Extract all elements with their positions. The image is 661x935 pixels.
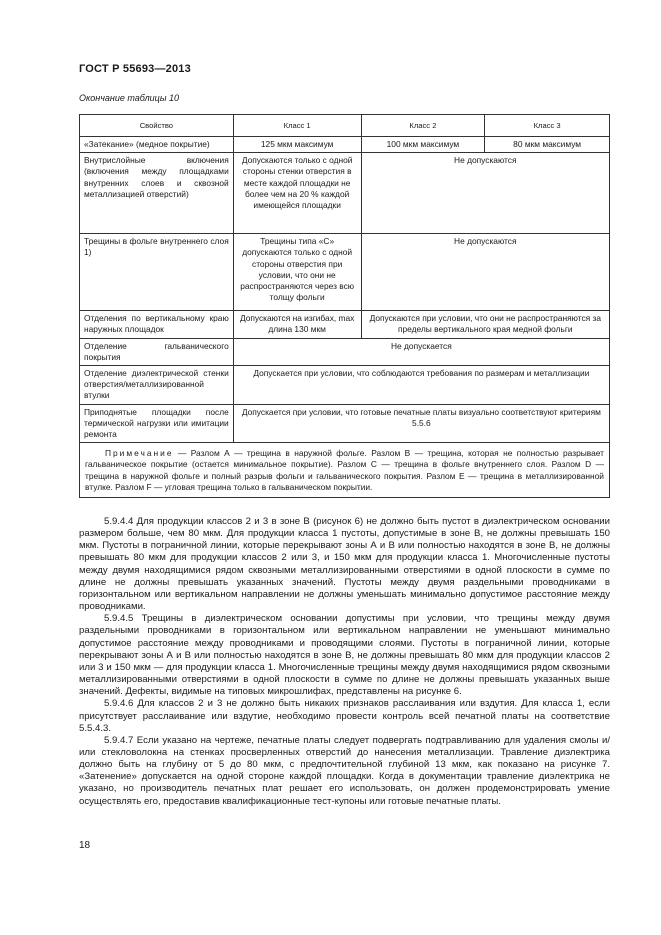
class2-cell: 100 мкм максимум bbox=[361, 137, 485, 153]
class1-cell: Допускаются на изгибах, max длина 130 мкм bbox=[233, 311, 361, 338]
table-row bbox=[80, 311, 610, 338]
paragraph-5-9-4-5: 5.9.4.5 Трещины в диэлектрическом основании допустимы при условии, что трещины между двумя раздельными проводниками в горизонтальном или вертикальном направлении не уменьшают минимально допустимое расстояние между проводниками и проводящими слоями. Пустоты в пограничной линии, которые перекрывают зоны А и В или полностью находятся в зоне В, не должны превышать 80 мкм для продукции классов 2 или 3 и 150 мкм — для продукции класса 1. Многочисленные трещины между двумя находящимися рядом сквозными металлизированными отверстиями в одной плоскости в сумме по длине не должны превышать указанных выше значений. Дефекты, видимые на типовых микрошлифах, представлены на рисунке 6. bbox=[79, 613, 610, 698]
column-header-class2: Класс 2 bbox=[361, 115, 485, 137]
note-text: — Разлом А — трещина в наружной фольге. Разлом В — трещина, которая не полностью разрывает гальваническое покрытие (остается минимальное покрытие). Разлом С — трещина в фольге внутреннего слоя. Разлом D — трещина в наружной фольге и полный разрыв фольги и гальванического покрытия. Разлом Е — трещина в металлизированной втулке. Разлом F — угловая трещина только в гальваническом покрытии. bbox=[85, 448, 604, 492]
table-row bbox=[80, 366, 610, 405]
class23-cell: Не допускаются bbox=[361, 153, 609, 234]
class1-cell: Трещины типа «С» допускаются только с одной стороны отверстия при условии, что они не распространяются через всю толщу фольги bbox=[233, 234, 361, 311]
table-10 bbox=[79, 114, 610, 498]
class1-cell: 125 мкм максимум bbox=[233, 137, 361, 153]
all-classes-cell: Допускается при условии, что готовые печатные платы визуально соответствуют критериям 5.5.6 bbox=[233, 404, 609, 443]
table-row bbox=[80, 338, 610, 365]
property-cell: Отделение гальванического покрытия bbox=[80, 338, 234, 365]
note-label: Примечание bbox=[105, 448, 174, 459]
column-header-class3: Класс 3 bbox=[485, 115, 610, 137]
class1-cell: Допускаются только с одной стороны стенки отверстия в месте каждой площадки не более чем на 20 % каждой имеющейся площадки bbox=[233, 153, 361, 234]
property-cell: Внутрислойные включения (включения между площадками внутренних слоев и сквозной металлизацией отверстий) bbox=[80, 153, 234, 234]
all-classes-cell: Допускается при условии, что соблюдаются требования по размерам и металлизации bbox=[233, 366, 609, 405]
column-header-class1: Класс 1 bbox=[233, 115, 361, 137]
body-text bbox=[79, 516, 610, 808]
paragraph-5-9-4-4: 5.9.4.4 Для продукции классов 2 и 3 в зоне В (рисунок 6) не должно быть пустот в диэлектрическом основании размером больше, чем 80 мкм. Для продукции класса 1 пустоты, допустимые в зоне В, не должны превышать 150 мкм. Пустоты в пограничной линии, которые перекрывают зоны А и В или полностью находятся в зоне В, не должны превышать 80 мкм для продукции классов 2 или 3, и 150 мкм для продукции класса 1. Многочисленные пустоты между двумя находящимися рядом сквозными металлизированными отверстиями в одной плоскости в сумме по длине не должны превышать указанных значений. Пустоты между двумя раздельными проводниками в горизонтальном или вертикальном направлении не должны уменьшать минимально допустимое расстояние между проводниками. bbox=[79, 516, 610, 613]
property-cell: Отделения по вертикальному краю наружных площадок bbox=[80, 311, 234, 338]
table-row bbox=[80, 404, 610, 443]
table-row bbox=[80, 153, 610, 234]
table-caption: Окончание таблицы 10 bbox=[79, 93, 179, 103]
table-row bbox=[80, 137, 610, 153]
table-row bbox=[80, 234, 610, 311]
class3-cell: 80 мкм максимум bbox=[485, 137, 610, 153]
document-header: ГОСТ Р 55693—2013 bbox=[79, 63, 191, 75]
all-classes-cell: Не допускается bbox=[233, 338, 609, 365]
property-cell: Приподнятые площадки после термической нагрузки или имитации ремонта bbox=[80, 404, 234, 443]
property-cell: Трещины в фольге внутреннего слоя 1) bbox=[80, 234, 234, 311]
class23-cell: Допускаются при условии, что они не распространяются за пределы вертикального края медной фольги bbox=[361, 311, 609, 338]
paragraph-5-9-4-6: 5.9.4.6 Для классов 2 и 3 не должно быть никаких признаков расслаивания или вздутия. Для класса 1, если присутствует расслаивание или вздутие, необходимо провести контроль всей печатной платы на соответствие 5.5.4.3. bbox=[79, 698, 610, 734]
paragraph-5-9-4-7: 5.9.4.7 Если указано на чертеже, печатные платы следует подвергать подтравливанию для удаления смолы и/или стекловолокна на стенках просверленных отверстий до нанесения металлизации. Травление диэлектрика должно быть на глубину от 5 до 80 мкм, с предпочтительной глубиной 13 мкм, как показано на рисунке 7. «Затенение» допускается на одной стороне каждой площадки. Когда в документации травление диэлектрика не указано, но производитель печатных плат решает его использовать, он должен продемонстрировать умение осуществлять его, предоставив квалификационные тест-купоны или готовые печатные платы. bbox=[79, 734, 610, 807]
page-number: 18 bbox=[79, 840, 91, 851]
column-header-property: Свойство bbox=[80, 115, 234, 137]
table-header-row bbox=[80, 115, 610, 137]
table-note-row bbox=[80, 443, 610, 498]
property-cell: Отделение диэлектрической стенки отверстия/металлизированной втулки bbox=[80, 366, 234, 405]
table-note bbox=[80, 443, 610, 498]
property-cell: «Затекание» (медное покрытие) bbox=[80, 137, 234, 153]
class23-cell: Не допускаются bbox=[361, 234, 609, 311]
